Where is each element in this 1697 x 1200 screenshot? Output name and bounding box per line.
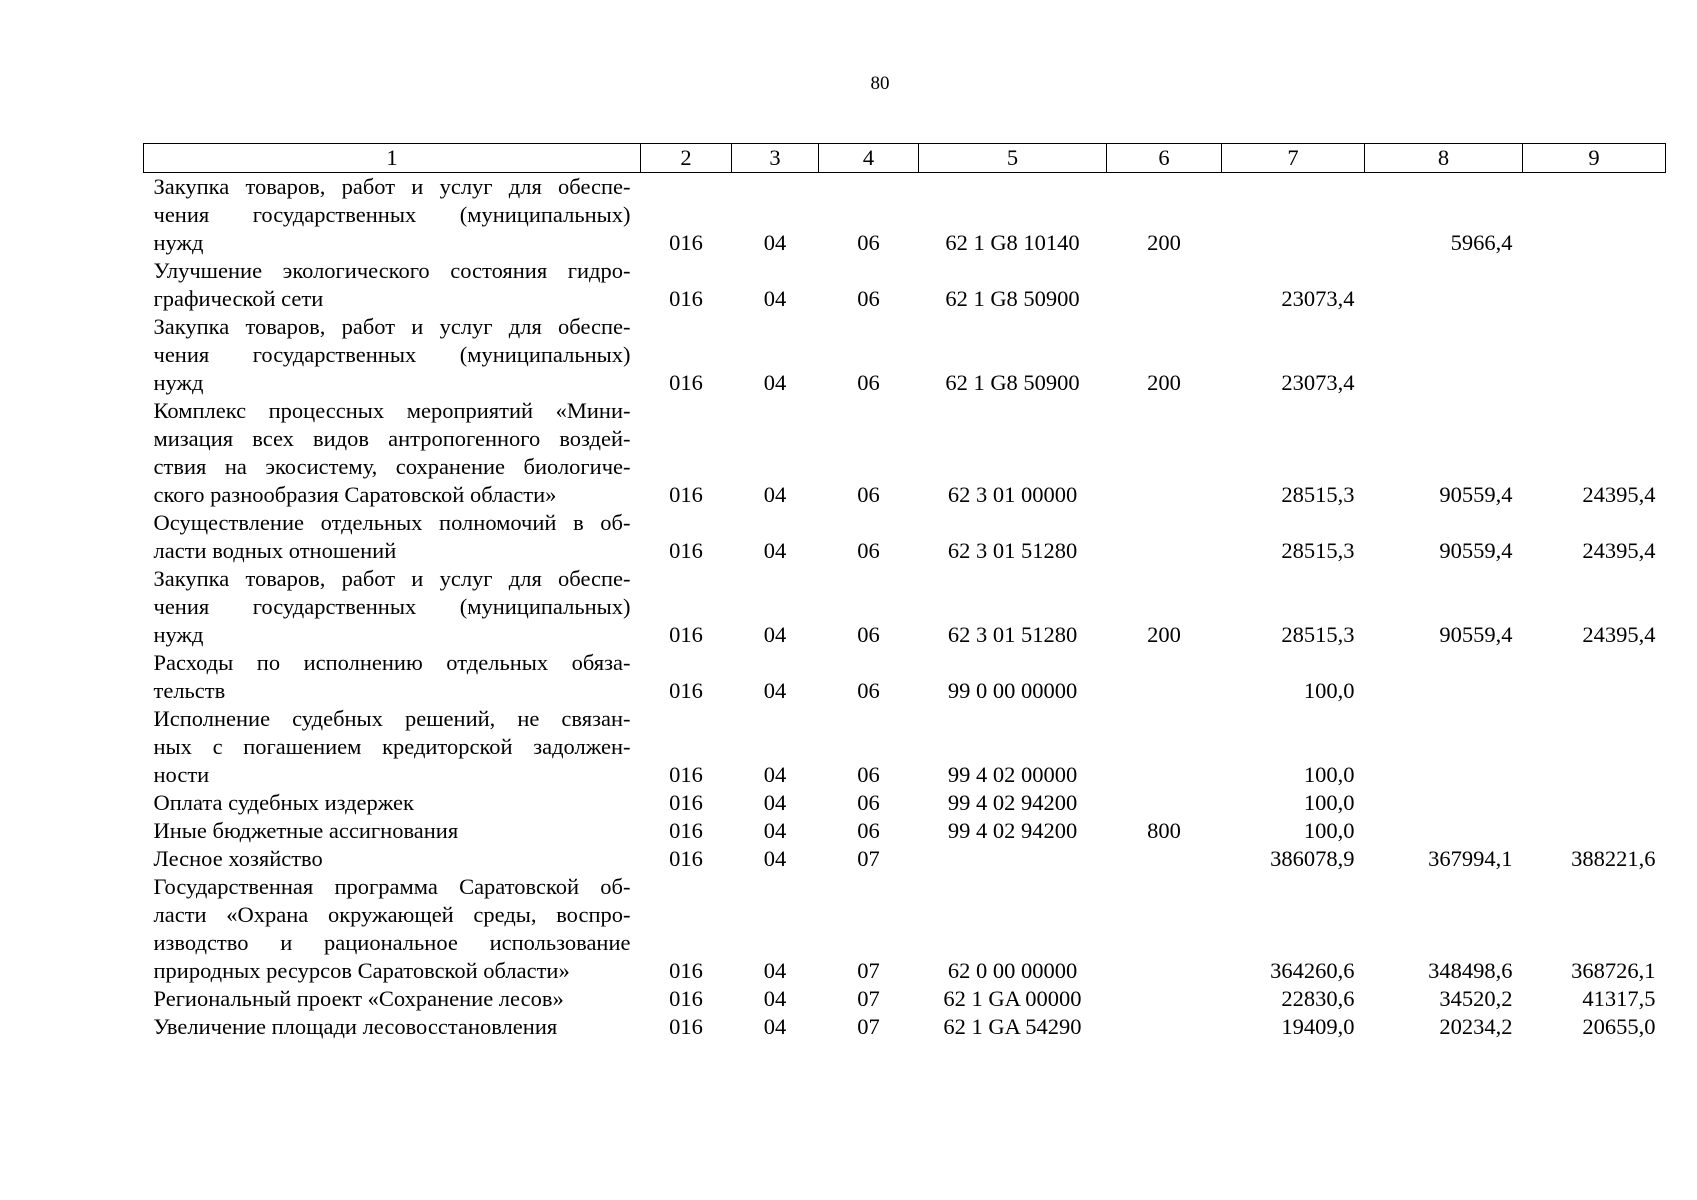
subsection-detail-cell: 07	[857, 1014, 880, 1039]
budget-table	[143, 143, 1666, 1041]
header-cell-8: 8	[1365, 144, 1523, 173]
target-article-cell: 62 1 G8 50900	[945, 370, 1080, 395]
amount-col7-cell: 364260,6	[1270, 958, 1355, 983]
table-row	[144, 565, 1666, 649]
table-row	[144, 789, 1666, 817]
table-row	[144, 873, 1666, 985]
amount-col7-cell: 28515,3	[1281, 538, 1355, 563]
target-article-cell: 62 0 00 00000	[947, 958, 1078, 983]
amount-col8-cell: 90559,4	[1439, 482, 1513, 507]
subsection-code-cell: 04	[763, 678, 787, 703]
subsection-code-cell: 04	[763, 846, 787, 871]
amount-col9-cell	[1523, 313, 1666, 397]
row-name-cell	[144, 705, 641, 789]
amount-col8-cell: 90559,4	[1439, 622, 1513, 647]
subsection-detail-cell: 06	[857, 622, 880, 647]
amount-col8-cell: 367994,1	[1428, 846, 1513, 871]
row-name-line: ского разнообразия Саратовской области»	[153, 482, 557, 507]
row-name-cell	[144, 817, 641, 845]
amount-col9-cell	[1523, 705, 1666, 789]
header-cell-6: 6	[1107, 144, 1222, 173]
budget-table-container	[143, 143, 1666, 1041]
header-cell-2: 2	[641, 144, 732, 173]
target-article-cell: 99 4 02 94200	[947, 818, 1078, 843]
section-code-cell: 016	[669, 286, 703, 311]
row-name-line: Закупка товаров, работ и услуг для обеспе-	[153, 174, 631, 199]
subsection-detail-cell: 07	[857, 846, 880, 871]
amount-col7-cell: 23073,4	[1281, 286, 1355, 311]
amount-col7-cell: 100,0	[1303, 762, 1355, 787]
table-row	[144, 397, 1666, 509]
target-article-cell: 62 1 GA 54290	[943, 1014, 1082, 1039]
subsection-detail-cell: 06	[857, 538, 880, 563]
row-name-line: чения государственных (муниципальных)	[153, 594, 631, 619]
amount-col9-cell	[1523, 173, 1666, 258]
table-row	[144, 1013, 1666, 1041]
row-name-line: нужд	[153, 370, 204, 395]
expense-type-cell	[1107, 845, 1222, 873]
amount-col7-cell: 28515,3	[1281, 482, 1355, 507]
section-code-cell: 016	[669, 818, 703, 843]
section-code-cell: 016	[669, 790, 703, 815]
expense-type-cell	[1107, 985, 1222, 1013]
row-name-cell	[144, 313, 641, 397]
subsection-detail-cell: 06	[857, 678, 880, 703]
header-cell-7: 7	[1222, 144, 1365, 173]
amount-col8-cell: 348498,6	[1428, 958, 1513, 983]
header-cell-3: 3	[732, 144, 819, 173]
header-cell-9: 9	[1523, 144, 1666, 173]
expense-type-cell	[1107, 257, 1222, 313]
table-header	[144, 144, 1666, 173]
amount-col9-cell	[1523, 257, 1666, 313]
row-name-line: природных ресурсов Саратовской области»	[153, 958, 570, 983]
section-code-cell: 016	[669, 370, 703, 395]
table-body	[144, 173, 1666, 1042]
row-name-line: нужд	[153, 622, 204, 647]
amount-col9-cell	[1523, 817, 1666, 845]
header-cell-5: 5	[919, 144, 1107, 173]
table-row	[144, 649, 1666, 705]
row-name-line: ности	[153, 762, 210, 787]
amount-col7-cell: 386078,9	[1270, 846, 1355, 871]
section-code-cell: 016	[669, 958, 703, 983]
amount-col7-cell	[1222, 173, 1365, 258]
amount-col7-cell: 100,0	[1303, 790, 1355, 815]
subsection-detail-cell: 07	[857, 958, 880, 983]
row-name-line: Увеличение площади лесовосстановления	[153, 1014, 558, 1039]
section-code-cell: 016	[669, 986, 703, 1011]
header-row	[144, 144, 1666, 173]
header-cell-4: 4	[819, 144, 919, 173]
expense-type-cell	[1107, 397, 1222, 509]
row-name-line: Государственная программа Саратовской об-	[153, 874, 631, 899]
target-article-cell: 99 4 02 94200	[947, 790, 1078, 815]
subsection-detail-cell: 06	[857, 818, 880, 843]
subsection-code-cell: 04	[763, 538, 787, 563]
subsection-code-cell: 04	[763, 622, 787, 647]
target-article-cell: 62 3 01 00000	[947, 482, 1078, 507]
row-name-cell	[144, 173, 641, 258]
amount-col9-cell: 41317,5	[1582, 986, 1656, 1011]
page-number: 80	[870, 73, 890, 94]
target-article-cell	[919, 845, 1107, 873]
target-article-cell: 99 0 00 00000	[947, 678, 1078, 703]
expense-type-cell: 200	[1147, 370, 1181, 395]
subsection-detail-cell: 07	[857, 986, 880, 1011]
amount-col8-cell: 90559,4	[1439, 538, 1513, 563]
amount-col8-cell	[1365, 313, 1523, 397]
amount-col9-cell: 388221,6	[1571, 846, 1656, 871]
row-name-cell	[144, 397, 641, 509]
subsection-code-cell: 04	[763, 762, 787, 787]
table-row	[144, 257, 1666, 313]
row-name-line: Региональный проект «Сохранение лесов»	[153, 986, 564, 1011]
row-name-cell	[144, 509, 641, 565]
row-name-line: нужд	[153, 230, 204, 255]
subsection-code-cell: 04	[763, 790, 787, 815]
subsection-code-cell: 04	[763, 818, 787, 843]
row-name-line: Осуществление отдельных полномочий в об-	[153, 510, 631, 535]
amount-col8-cell	[1365, 705, 1523, 789]
amount-col9-cell	[1523, 649, 1666, 705]
subsection-code-cell: 04	[763, 286, 787, 311]
expense-type-cell	[1107, 1013, 1222, 1041]
row-name-cell	[144, 565, 641, 649]
row-name-line: Улучшение экологического состояния гидро-	[153, 258, 631, 283]
row-name-cell	[144, 1013, 641, 1041]
amount-col8-cell: 5966,4	[1450, 230, 1513, 255]
row-name-cell	[144, 985, 641, 1013]
subsection-code-cell: 04	[763, 986, 787, 1011]
subsection-code-cell: 04	[763, 1014, 787, 1039]
amount-col8-cell: 20234,2	[1439, 1014, 1513, 1039]
expense-type-cell: 200	[1147, 230, 1181, 255]
expense-type-cell	[1107, 705, 1222, 789]
table-row	[144, 509, 1666, 565]
target-article-cell: 62 1 GA 00000	[943, 986, 1082, 1011]
amount-col7-cell: 19409,0	[1281, 1014, 1355, 1039]
expense-type-cell: 200	[1147, 622, 1181, 647]
amount-col8-cell	[1365, 789, 1523, 817]
amount-col9-cell	[1523, 789, 1666, 817]
row-name-line: Закупка товаров, работ и услуг для обеспе-	[153, 566, 631, 591]
amount-col7-cell: 23073,4	[1281, 370, 1355, 395]
row-name-line: ласти «Охрана окружающей среды, воспро-	[153, 902, 631, 927]
target-article-cell: 99 4 02 00000	[947, 762, 1078, 787]
section-code-cell: 016	[669, 538, 703, 563]
amount-col7-cell: 100,0	[1303, 818, 1355, 843]
amount-col7-cell: 22830,6	[1281, 986, 1355, 1011]
table-row	[144, 817, 1666, 845]
section-code-cell: 016	[669, 230, 703, 255]
section-code-cell: 016	[669, 678, 703, 703]
row-name-line: Оплата судебных издержек	[153, 790, 414, 815]
subsection-code-cell: 04	[763, 370, 787, 395]
section-code-cell: 016	[669, 762, 703, 787]
amount-col9-cell: 24395,4	[1582, 538, 1656, 563]
table-row	[144, 705, 1666, 789]
row-name-line: Комплекс процессных мероприятий «Мини-	[153, 398, 631, 423]
expense-type-cell	[1107, 873, 1222, 985]
row-name-line: Иные бюджетные ассигнования	[153, 818, 459, 843]
target-article-cell: 62 1 G8 50900	[945, 286, 1080, 311]
amount-col8-cell: 34520,2	[1439, 986, 1513, 1011]
table-row	[144, 985, 1666, 1013]
subsection-detail-cell: 06	[857, 790, 880, 815]
section-code-cell: 016	[669, 482, 703, 507]
section-code-cell: 016	[669, 622, 703, 647]
subsection-detail-cell: 06	[857, 230, 880, 255]
subsection-detail-cell: 06	[857, 286, 880, 311]
target-article-cell: 62 1 G8 10140	[945, 230, 1080, 255]
amount-col9-cell: 368726,1	[1571, 958, 1656, 983]
target-article-cell: 62 3 01 51280	[947, 538, 1078, 563]
amount-col9-cell: 20655,0	[1582, 1014, 1656, 1039]
expense-type-cell	[1107, 789, 1222, 817]
row-name-cell	[144, 649, 641, 705]
row-name-line: мизация всех видов антропогенного воздей-	[153, 426, 631, 451]
header-cell-1: 1	[144, 144, 641, 173]
row-name-line: ствия на экосистему, сохранение биологиче-	[153, 454, 631, 479]
amount-col8-cell	[1365, 257, 1523, 313]
amount-col7-cell: 28515,3	[1281, 622, 1355, 647]
row-name-cell	[144, 845, 641, 873]
subsection-detail-cell: 06	[857, 482, 880, 507]
row-name-cell	[144, 257, 641, 313]
subsection-code-cell: 04	[763, 482, 787, 507]
section-code-cell: 016	[669, 1014, 703, 1039]
row-name-line: Расходы по исполнению отдельных обяза-	[153, 650, 631, 675]
subsection-code-cell: 04	[763, 958, 787, 983]
row-name-line: ласти водных отношений	[153, 538, 397, 563]
table-row	[144, 845, 1666, 873]
row-name-line: Лесное хозяйство	[153, 846, 323, 871]
expense-type-cell	[1107, 509, 1222, 565]
row-name-line: чения государственных (муниципальных)	[153, 202, 631, 227]
amount-col8-cell	[1365, 649, 1523, 705]
amount-col9-cell: 24395,4	[1582, 622, 1656, 647]
expense-type-cell: 800	[1147, 818, 1181, 843]
table-row	[144, 313, 1666, 397]
row-name-line: Закупка товаров, работ и услуг для обеспе-	[153, 314, 631, 339]
row-name-cell	[144, 789, 641, 817]
table-row	[144, 173, 1666, 258]
expense-type-cell	[1107, 649, 1222, 705]
section-code-cell: 016	[669, 846, 703, 871]
amount-col7-cell: 100,0	[1303, 678, 1355, 703]
row-name-line: графической сети	[153, 286, 324, 311]
amount-col8-cell	[1365, 817, 1523, 845]
subsection-code-cell: 04	[763, 230, 787, 255]
subsection-detail-cell: 06	[857, 370, 880, 395]
row-name-line: ных с погашением кредиторской задолжен-	[153, 734, 631, 759]
amount-col9-cell: 24395,4	[1582, 482, 1656, 507]
row-name-cell	[144, 873, 641, 985]
row-name-line: Исполнение судебных решений, не связан-	[153, 706, 631, 731]
row-name-line: чения государственных (муниципальных)	[153, 342, 631, 367]
row-name-line: изводство и рациональное использование	[153, 930, 631, 955]
target-article-cell: 62 3 01 51280	[947, 622, 1078, 647]
subsection-detail-cell: 06	[857, 762, 880, 787]
row-name-line: тельств	[153, 678, 226, 703]
